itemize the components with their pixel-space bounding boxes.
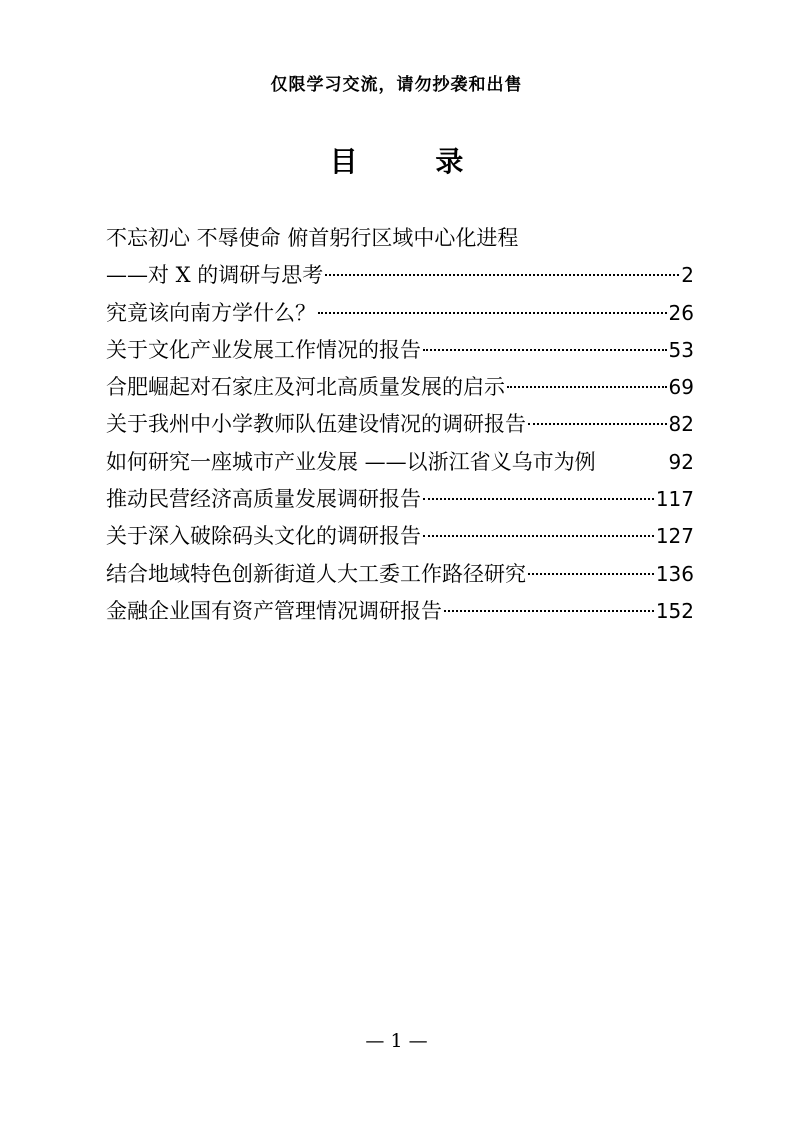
dot-leader xyxy=(423,498,654,500)
toc-entry-title: 合肥崛起对石家庄及河北高质量发展的启示 xyxy=(106,375,505,400)
toc-entry-page: 117 xyxy=(655,487,694,512)
page-title: 目 录 xyxy=(329,145,498,178)
toc-entry[interactable] xyxy=(106,406,694,443)
toc-entry[interactable] xyxy=(106,220,694,257)
toc-entry[interactable] xyxy=(106,332,694,369)
toc-entry-title: 关于深入破除码头文化的调研报告 xyxy=(106,524,421,549)
dot-leader xyxy=(423,535,654,537)
toc-entry-page: 92 xyxy=(668,449,694,474)
dot-leader xyxy=(325,274,679,276)
toc-entry-page: 26 xyxy=(668,300,694,325)
dot-leader xyxy=(528,573,654,575)
toc-entry-page: 136 xyxy=(655,561,694,586)
toc-entry-title: 如何研究一座城市产业发展 ——以浙江省义乌市为例 xyxy=(106,449,596,474)
toc-entry[interactable] xyxy=(106,257,694,294)
toc-entry-title: 金融企业国有资产管理情况调研报告 xyxy=(106,598,442,623)
toc-entry[interactable] xyxy=(106,295,694,332)
toc-entry-title: ——对 X 的调研与思考 xyxy=(106,263,324,288)
toc-entry[interactable] xyxy=(106,481,694,518)
dot-leader xyxy=(444,610,654,612)
toc-entry[interactable] xyxy=(106,444,694,481)
toc-entry-page: 127 xyxy=(655,524,694,549)
dot-leader xyxy=(528,423,667,425)
dot-leader xyxy=(318,312,667,314)
dot-leader xyxy=(507,386,667,388)
footer-page-number: — 1 — xyxy=(365,1030,428,1052)
toc-entry-page: 53 xyxy=(668,337,694,362)
dot-leader xyxy=(423,349,667,351)
toc-entry-title: 究竟该向南方学什么？ xyxy=(106,300,316,325)
toc-entry[interactable] xyxy=(106,593,694,630)
toc-entry-title: 结合地域特色创新街道人大工委工作路径研究 xyxy=(106,561,526,586)
toc-entry-title: 推动民营经济高质量发展调研报告 xyxy=(106,487,421,512)
toc-entry-page: 82 xyxy=(668,412,694,437)
toc-entry-page: 69 xyxy=(668,375,694,400)
toc-entry[interactable] xyxy=(106,556,694,593)
toc-entry[interactable] xyxy=(106,369,694,406)
toc-entry-title: 不忘初心 不辱使命 俯首躬行区域中心化进程 xyxy=(106,226,519,250)
toc-entry-page: 2 xyxy=(681,263,694,288)
toc-entry[interactable] xyxy=(106,518,694,555)
toc-entry-title: 关于我州中小学教师队伍建设情况的调研报告 xyxy=(106,412,526,437)
toc-entry-title: 关于文化产业发展工作情况的报告 xyxy=(106,337,421,362)
toc-entry-page: 152 xyxy=(655,598,694,623)
header-note: 仅限学习交流，请勿抄袭和出售 xyxy=(270,75,523,95)
table-of-contents xyxy=(106,220,694,630)
